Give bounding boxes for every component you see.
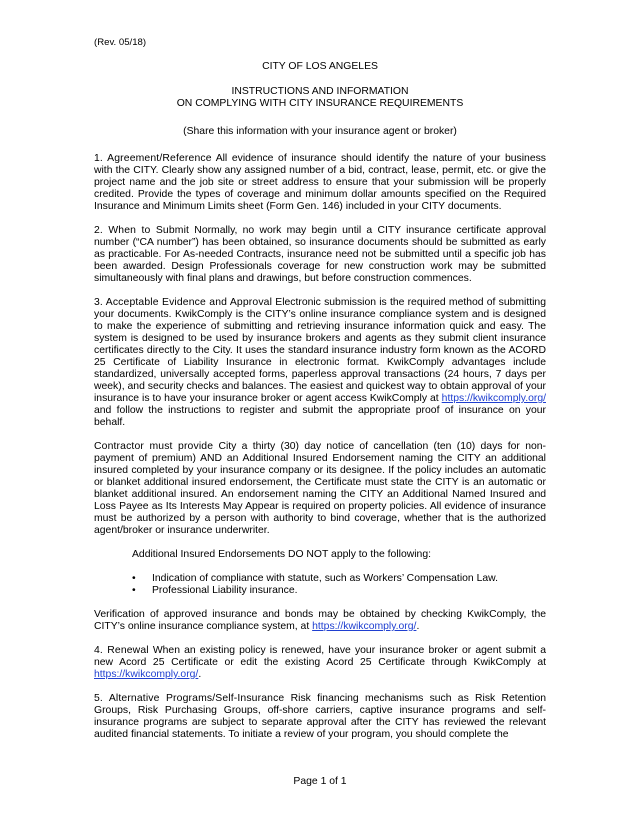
kwikcomply-link[interactable]: https://kwikcomply.org/ — [312, 621, 417, 632]
section-3-heading: 3. Acceptable Evidence and Approval — [94, 297, 273, 308]
section-3-text-end: and follow the instructions to register and submit the appropriate proof of insurance on your behalf. — [94, 405, 546, 428]
section-5-heading: 5. Alternative Programs/Self-Insurance — [94, 693, 285, 704]
section-3-text: Electronic submission is the required method of submitting your documents. KwikComply is the CITY’s online insurance compliance system and is designed to make the experience of submitting and retrieving insurance information quick and easy. The system is designed to be used by insurance brokers and agents as they submit client insurance certificates directly to the City. It uses the standard insurance industry form known as the ACORD 25 Certificate of Liability Insurance in electronic format. KwikComply advantages include standardized, universally accepted forms, paperless approval transactions (24 hours, 7 days per week), and security checks and balances. The easiest and quickest way to obtain approval of your insurance is to have your insurance broker or agent access KwikComply at — [94, 297, 546, 404]
contractor-text: City a thirty (30) day notice of cancellation (ten (10) days for non-payment of premium) AND an Additional Insured Endorsement naming the CITY an additional insured completed by your insurance company or its designee. If the policy includes an automatic or blanket additional insured endorsement, the Certificate must state the CITY is an automatic or blanket additional insured. An endorsement naming the CITY an Additional Named Insured and Loss Payee as Its Interests May Appear is required on property policies. All evidence of insurance must be authorized by a person with authority to bind coverage, whether that is the authorized agent/broker or insurance underwriter. — [94, 441, 546, 536]
section-5-text: Risk financing mechanisms such as Risk Retention Groups, Risk Purchasing Groups, off-shore carriers, captive insurance programs and self-insurance programs are subject to separate approval after the CITY has reviewed the relevant audited financial statements. To initiate a review of your program, you should complete the — [94, 693, 546, 740]
section-1-paragraph — [94, 153, 546, 213]
kwikcomply-link[interactable]: https://kwikcomply.org/ — [441, 393, 546, 404]
section-1-heading: 1. Agreement/Reference — [94, 153, 212, 164]
title-line-2: ON COMPLYING WITH CITY INSURANCE REQUIREMENTS — [176, 98, 464, 109]
endorsement-exclusions-list — [94, 573, 546, 597]
section-2-text: Normally, no work may begin until a CITY insurance certificate approval number (“CA number”) has been obtained, so insurance documents should be submitted as early as practicable. For As-needed Contracts, insurance need not be submitted until a specific job has been awarded. Design Professionals coverage for new construction work may be submitted simultaneously with final plans and drawings, but before construction commences. — [94, 225, 547, 284]
kwikcomply-link[interactable]: https://kwikcomply.org/ — [94, 669, 199, 680]
verification-text: Verification of approved insurance and bonds may be obtained by checking KwikComply, the CITY’s online insurance compliance system, at — [94, 609, 546, 632]
endorsements-intro: Additional Insured Endorsements DO NOT apply to the following: — [132, 549, 431, 560]
bullet-icon: • — [132, 585, 136, 596]
contractor-paragraph — [94, 441, 546, 537]
section-3-paragraph — [94, 297, 546, 429]
section-5-paragraph — [94, 693, 546, 741]
document-body — [94, 153, 546, 753]
section-1-text: All evidence of insurance should identify the nature of your business with the CITY. Clearly show any assigned number of a bid, contract, lease, permit, etc. or give the project name and the job site or street address to ensure that your submission will be properly credited. Provide the types of coverage and minimum dollar amounts specified on the Required Insurance and Minimum Limits sheet (Form Gen. 146) included in your CITY documents. — [94, 153, 546, 212]
org-heading: CITY OF LOS ANGELES — [262, 61, 378, 72]
list-item: • Professional Liability insurance. — [132, 585, 298, 596]
revision-label: (Rev. 05/18) — [94, 37, 147, 48]
section-4-paragraph: 4. Renewal When an existing policy is renewed, have your insurance broker or agent submit a new Acord 25 Certificate or edit the existing Acord 25 Certificate through KwikComply at https://kwikcomply.org/. — [94, 645, 546, 680]
bullet-icon: • — [132, 573, 136, 584]
section-2-paragraph — [94, 225, 546, 285]
section-4-heading: 4. Renewal — [94, 645, 149, 656]
page-number: Page 1 of 1 — [293, 776, 347, 787]
section-2-heading: 2. When to Submit — [94, 225, 190, 236]
contractor-heading: Contractor must provide — [94, 441, 214, 452]
share-note: (Share this information with your insurance agent or broker) — [183, 126, 457, 137]
list-item: • Indication of compliance with statute, such as Workers’ Compensation Law. — [132, 573, 498, 584]
section-4-text: When an existing policy is renewed, have your insurance broker or agent submit a new Acord 25 Certificate or edit the existing Acord 25 Certificate through KwikComply at — [94, 645, 546, 668]
title-line-1: INSTRUCTIONS AND INFORMATION — [231, 86, 409, 97]
verification-paragraph: Verification of approved insurance and bonds may be obtained by checking KwikComply, the CITY’s online insurance compliance system, at https://kwikcomply.org/. — [94, 609, 546, 632]
